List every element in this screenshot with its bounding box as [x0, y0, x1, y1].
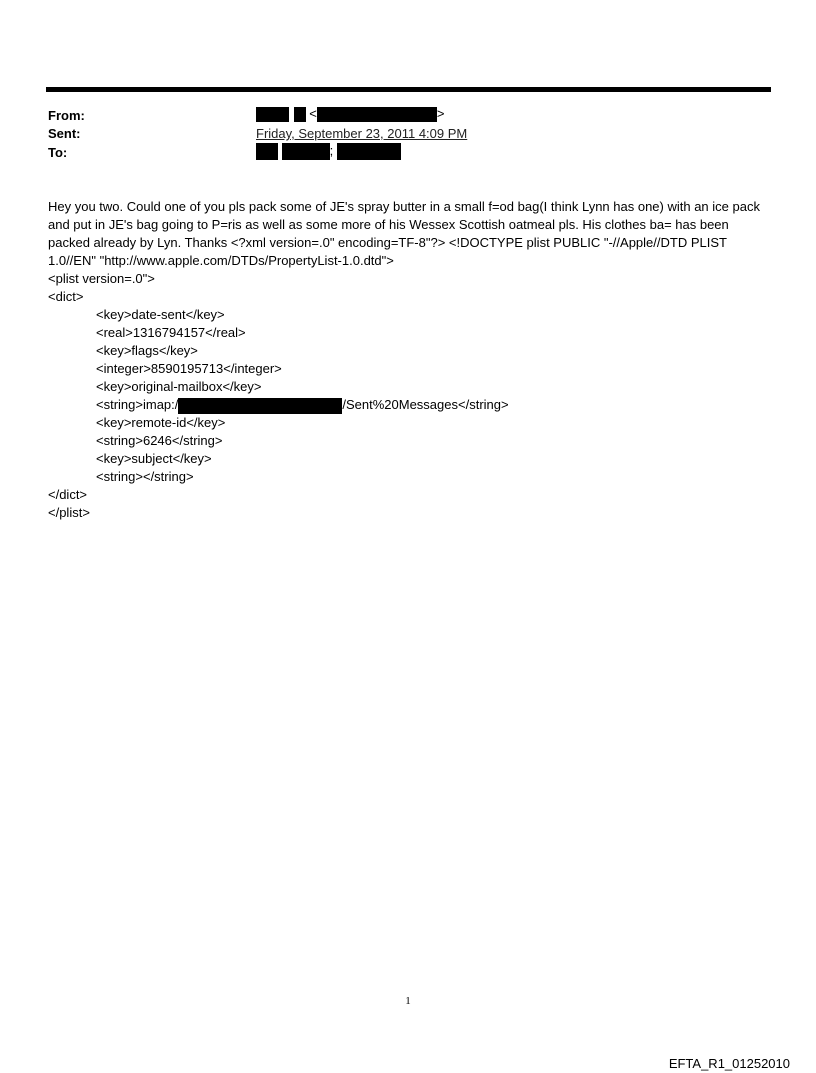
- plist-fragment: /Sent%20Messages</string>: [342, 397, 509, 412]
- plist-line: <string>6246</string>: [96, 433, 223, 448]
- plist-block: [48, 270, 509, 522]
- redaction-block: [337, 143, 401, 160]
- redaction-block: [282, 143, 330, 160]
- from-bracket-close: >: [436, 106, 445, 121]
- to-separator: ;: [329, 143, 334, 158]
- plist-line: <key>original-mailbox</key>: [96, 379, 262, 394]
- redaction-block: [294, 107, 306, 122]
- plist-line: </dict>: [48, 487, 88, 502]
- redaction-block: [256, 143, 278, 160]
- plist-line: <key>remote-id</key>: [96, 415, 226, 430]
- plist-fragment: <string>imap:/: [96, 397, 179, 412]
- from-value: [256, 106, 444, 122]
- to-value: [256, 143, 401, 160]
- sent-label: Sent:: [48, 126, 81, 141]
- sent-value: Friday, September 23, 2011 4:09 PM: [256, 126, 468, 141]
- plist-line: <string></string>: [96, 469, 194, 484]
- redaction-block: [256, 107, 289, 122]
- from-label: From:: [48, 108, 85, 123]
- plist-line: <integer>8590195713</integer>: [96, 361, 282, 376]
- email-body: Hey you two. Could one of you pls pack some of JE's spray butter in a small f=od bag(I think Lynn has one) with an ice pack and put in JE's bag going to P=ris as well as some more of his Wessex Scottish oatmeal pls. His clothes ba= has been packed already by Lyn. Thanks <?xml version=.0" encoding=TF-8"?> <!DOCTYPE plist PUBLIC "-//Apple//DTD PLIST 1.0//EN" "http://www.apple.com/DTDs/PropertyList-1.0.dtd">: [48, 199, 760, 268]
- plist-line: <dict>: [48, 289, 84, 304]
- from-bracket-open: <: [309, 106, 317, 121]
- plist-line: <plist version=.0">: [48, 271, 155, 286]
- page-number: 1: [405, 995, 411, 1007]
- bates-number: EFTA_R1_01252010: [668, 1056, 790, 1071]
- plist-line: <real>1316794157</real>: [96, 325, 246, 340]
- redaction-block: [317, 107, 437, 122]
- plist-line: <key>date-sent</key>: [96, 307, 225, 322]
- plist-line: </plist>: [48, 505, 90, 520]
- header-divider: [46, 87, 771, 92]
- plist-line: <key>subject</key>: [96, 451, 212, 466]
- plist-line-mailbox: [48, 396, 509, 414]
- to-label: To:: [48, 145, 68, 160]
- plist-line: <key>flags</key>: [96, 343, 198, 358]
- redaction-block: [178, 398, 342, 414]
